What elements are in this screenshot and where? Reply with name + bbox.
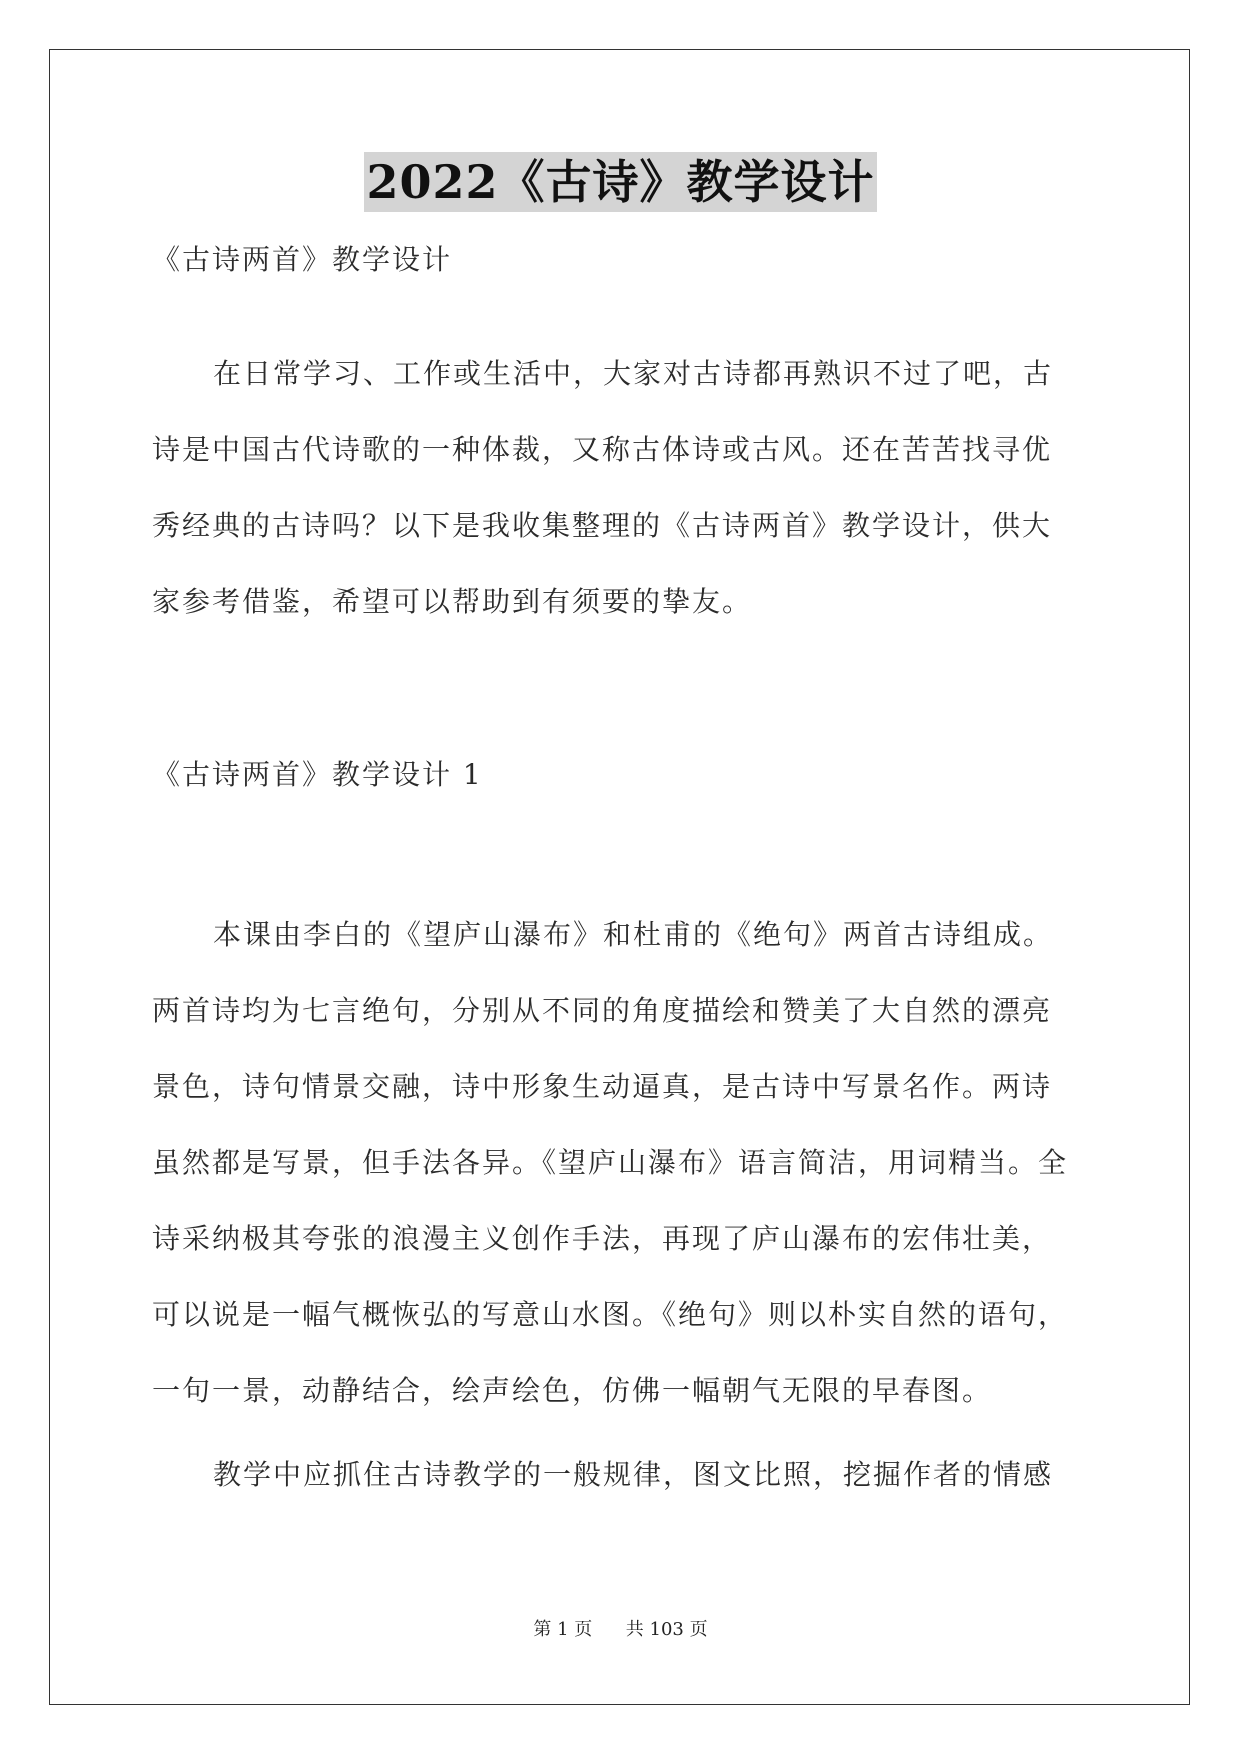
- title-container: [0, 152, 1241, 212]
- paragraph-1: [152, 897, 1092, 1429]
- text-line: 家参考借鉴，希望可以帮助到有须要的挚友。: [152, 585, 753, 618]
- document-subtitle: 《古诗两首》教学设计: [152, 243, 453, 276]
- document-title: 2022《古诗》教学设计: [364, 152, 876, 212]
- subtitle-block: [152, 222, 1092, 298]
- page-number-current: 第 1 页: [533, 1619, 593, 1640]
- intro-paragraph: [152, 336, 1092, 640]
- paragraph-2: [152, 1437, 1092, 1513]
- text-line: 两首诗均为七言绝句，分别从不同的角度描绘和赞美了大自然的漂亮: [152, 994, 1053, 1027]
- section-heading: 《古诗两首》教学设计 1: [152, 758, 483, 791]
- text-line: 秀经典的古诗吗？以下是我收集整理的《古诗两首》教学设计，供大: [152, 509, 1053, 542]
- text-line: 教学中应抓住古诗教学的一般规律，图文比照，挖掘作者的情感: [213, 1458, 1054, 1491]
- text-line: 一句一景，动静结合，绘声绘色，仿佛一幅朝气无限的早春图。: [152, 1374, 993, 1407]
- text-line: 虽然都是写景，但手法各异。《望庐山瀑布》语言简洁，用词精当。全: [152, 1146, 1069, 1179]
- text-line: 诗是中国古代诗歌的一种体裁，又称古体诗或古风。还在苦苦找寻优: [152, 433, 1053, 466]
- text-line: 在日常学习、工作或生活中，大家对古诗都再熟识不过了吧，古: [213, 357, 1054, 390]
- section-heading-block: [152, 737, 1092, 813]
- text-line: 诗采纳极其夸张的浪漫主义创作手法，再现了庐山瀑布的宏伟壮美，: [152, 1222, 1053, 1255]
- page-number-total: 共 103 页: [625, 1619, 708, 1640]
- text-line: 景色，诗句情景交融，诗中形象生动逼真，是古诗中写景名作。两诗: [152, 1070, 1053, 1103]
- text-line: 本课由李白的《望庐山瀑布》和杜甫的《绝句》两首古诗组成。: [213, 918, 1054, 951]
- text-line: 可以说是一幅气概恢弘的写意山水图。《绝句》则以朴实自然的语句，: [152, 1298, 1069, 1331]
- page-footer: [0, 1618, 1241, 1642]
